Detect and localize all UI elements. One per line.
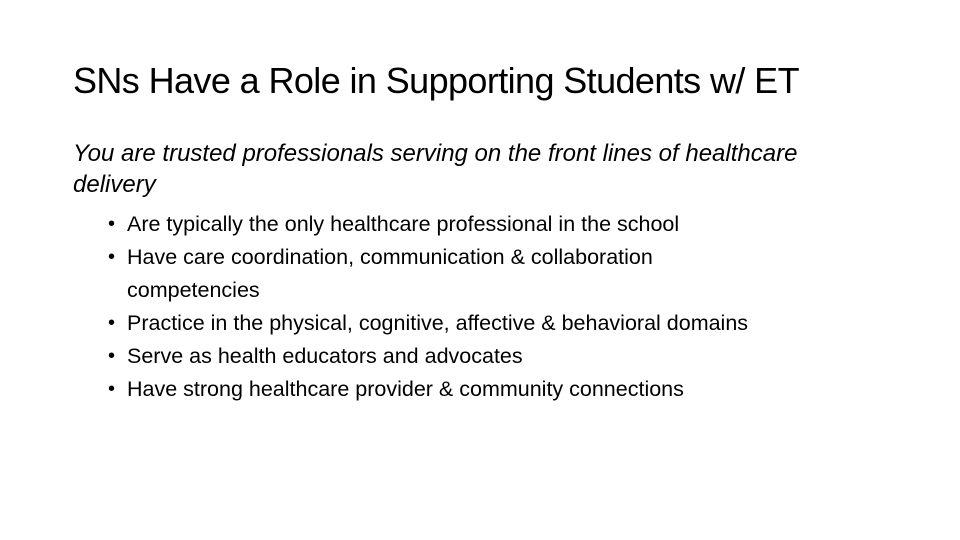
bullet-icon: • [108, 246, 116, 268]
bullet-icon: • [108, 345, 116, 367]
bullet-icon: • [108, 312, 116, 334]
slide-body [73, 138, 893, 406]
bullet-text: Serve as health educators and advocates [127, 344, 523, 368]
bullet-list [73, 208, 893, 406]
bullet-icon: • [108, 213, 116, 235]
list-item [102, 307, 893, 340]
list-item [102, 373, 893, 406]
bullet-text: Are typically the only healthcare professional in the school [127, 212, 680, 236]
list-item [102, 241, 893, 307]
bullet-text: Practice in the physical, cognitive, affective & behavioral domains [127, 311, 749, 335]
bullet-icon: • [108, 378, 116, 400]
slide-title: SNs Have a Role in Supporting Students w/ ET [73, 60, 799, 101]
list-item [102, 340, 893, 373]
lead-text: You are trusted professionals serving on the front lines of healthcare delivery [73, 140, 798, 198]
bullet-text: Have care coordination, communication & collaboration competencies [127, 245, 653, 302]
list-item [102, 208, 893, 241]
bullet-text: Have strong healthcare provider & community connections [127, 377, 684, 401]
